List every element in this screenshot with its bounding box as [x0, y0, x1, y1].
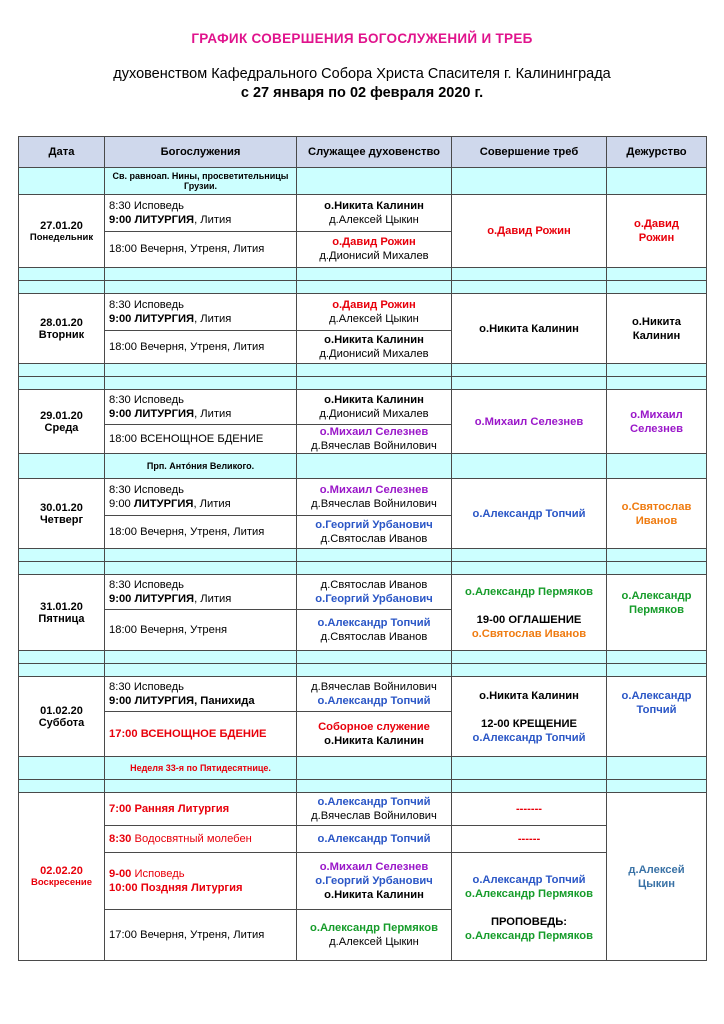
clergy-cell: о.Никита Калинин д.Дионисий Михалев — [297, 331, 452, 364]
date-cell — [19, 575, 105, 651]
weekday: Четверг — [39, 513, 84, 526]
table-row — [19, 390, 707, 425]
clergy-cell: о.Александр Топчий д.Святослав Иванов — [297, 610, 452, 651]
feast-label: Св. равноап. Нины, просветительницы Грузии. — [105, 168, 297, 195]
date-cell — [19, 677, 105, 757]
rites-cell: о.Александр Пермяков 19-00 ОГЛАШЕНИЕ о.Святослав Иванов — [452, 575, 607, 651]
service-cell: 17:00 Вечерня, Утреня, Лития — [105, 910, 297, 961]
date-value: 28.01.20 — [40, 316, 83, 329]
duty-cell: о.Александр Пермяков — [607, 575, 707, 651]
spacer-row — [19, 549, 707, 562]
spacer-row — [19, 651, 707, 664]
rites-cell: о.Никита Калинин 12-00 КРЕЩЕНИЕ о.Александр Топчий — [452, 677, 607, 757]
rites-cell: ------- — [452, 793, 607, 826]
weekday: Суббота — [38, 716, 85, 729]
service-cell: 8:30 Водосвятный молебен — [105, 826, 297, 853]
table-row — [19, 793, 707, 826]
duty-cell: о.Александр Топчий — [607, 677, 707, 757]
table-row — [19, 826, 707, 853]
duty-cell: о.Никита Калинин — [607, 294, 707, 364]
date-cell — [19, 390, 105, 454]
feast-label: Прп. Антóния Великого. — [105, 454, 297, 479]
spacer-row — [19, 562, 707, 575]
clergy-cell: о.Александр Топчий д.Вячеслав Войнилович — [297, 793, 452, 826]
service-cell: 8:30 Исповедь 9:00 ЛИТУРГИЯ, Панихида — [105, 677, 297, 712]
spacer-row — [19, 664, 707, 677]
clergy-cell: о.Давид Рожин д.Дионисий Михалев — [297, 231, 452, 268]
spacer-row — [19, 281, 707, 294]
header-row — [19, 137, 707, 168]
date-cell — [19, 479, 105, 549]
table-row — [19, 195, 707, 232]
rites-cell: о.Михаил Селезнев — [452, 390, 607, 454]
rites-cell: о.Никита Калинин — [452, 294, 607, 364]
clergy-cell: о.Михаил Селезнев о.Георгий Урбанович о.Никита Калинин — [297, 853, 452, 910]
feast-row — [19, 757, 707, 780]
service-cell: 7:00 Ранняя Литургия — [105, 793, 297, 826]
service-cell: 8:30 Исповедь 9:00 ЛИТУРГИЯ, Лития — [105, 575, 297, 610]
date-value: 31.01.20 — [40, 600, 83, 613]
service-cell: 17:00 ВСЕНОЩНОЕ БДЕНИЕ — [105, 712, 297, 757]
table-row — [19, 853, 707, 910]
col-header-clergy: Служащее духовенство — [297, 137, 452, 168]
rites-cell: ------ — [452, 826, 607, 853]
clergy-cell: о.Александр Топчий — [297, 826, 452, 853]
feast-label: Неделя 33-я по Пятидесятнице. — [105, 757, 297, 780]
clergy-cell: о.Александр Пермяков д.Алексей Цыкин — [297, 910, 452, 961]
service-cell — [105, 195, 297, 232]
spacer-row — [19, 377, 707, 390]
period-label: с 27 января по 02 февраля 2020 г. — [240, 85, 484, 101]
date-value: 30.01.20 — [40, 501, 83, 514]
clergy-cell: д.Святослав Иванов о.Георгий Урбанович — [297, 575, 452, 610]
weekday: Среда — [44, 421, 79, 434]
page-title: ГРАФИК СОВЕРШЕНИЯ БОГОСЛУЖЕНИЙ И ТРЕБ — [191, 31, 533, 46]
spacer-row — [19, 268, 707, 281]
col-header-services: Богослужения — [105, 137, 297, 168]
service-cell: 8:30 Исповедь 9:00 ЛИТУРГИЯ, Лития — [105, 390, 297, 425]
rites-cell: о.Александр Топчий — [452, 479, 607, 549]
rites-cell: о.Давид Рожин — [452, 195, 607, 268]
service-cell: 18:00 Вечерня, Утреня, Лития — [105, 331, 297, 364]
date-value: 02.02.20 — [40, 865, 83, 877]
duty-cell: д.Алексей Цыкин — [607, 793, 707, 961]
service-cell: 9-00 Исповедь 10:00 Поздняя Литургия — [105, 853, 297, 910]
table-row — [19, 575, 707, 610]
clergy-cell: д.Вячеслав Войнилович о.Александр Топчий — [297, 677, 452, 712]
service-line: 9:00 ЛИТУРГИЯ, Лития — [109, 213, 232, 226]
col-header-duty: Дежурство — [607, 137, 707, 168]
clergy-cell: о.Михаил Селезнев д.Вячеслав Войнилович — [297, 425, 452, 454]
service-cell: 8:30 Исповедь 9:00 ЛИТУРГИЯ, Лития — [105, 294, 297, 331]
service-cell: 8:30 Исповедь 9:00 ЛИТУРГИЯ, Лития — [105, 479, 297, 516]
duty-cell: о.Давид Рожин — [607, 195, 707, 268]
date-cell — [19, 294, 105, 364]
col-header-rites: Совершение треб — [452, 137, 607, 168]
duty-cell: о.Святослав Иванов — [607, 479, 707, 549]
clergy-cell: Соборное служение о.Никита Калинин — [297, 712, 452, 757]
service-cell: 18:00 ВСЕНОЩНОЕ БДЕНИЕ — [105, 425, 297, 454]
spacer-row — [19, 780, 707, 793]
clergy-cell: о.Георгий Урбанович д.Святослав Иванов — [297, 516, 452, 549]
col-header-date: Дата — [19, 137, 105, 168]
clergy-cell: о.Давид Рожин д.Алексей Цыкин — [297, 294, 452, 331]
feast-row — [19, 454, 707, 479]
clergy-cell: о.Михаил Селезнев д.Вячеслав Войнилович — [297, 479, 452, 516]
date-cell — [19, 195, 105, 268]
date-value: 01.02.20 — [40, 704, 83, 717]
clergy-cell: о.Никита Калинин д.Алексей Цыкин — [297, 195, 452, 232]
weekday: Воскресение — [31, 877, 92, 888]
service-cell: 18:00 Вечерня, Утреня, Лития — [105, 231, 297, 268]
service-cell: 18:00 Вечерня, Утреня — [105, 610, 297, 651]
date-value: 27.01.20 — [40, 219, 83, 232]
date-cell — [19, 793, 105, 961]
weekday: Понедельник — [29, 231, 94, 243]
table-row — [19, 479, 707, 516]
table-row — [19, 677, 707, 712]
schedule-table — [18, 136, 707, 961]
service-line: 8:30 Исповедь — [109, 199, 184, 212]
spacer-row — [19, 364, 707, 377]
rites-cell: о.Александр Топчий о.Александр Пермяков ПРОПОВЕДЬ: о.Александр Пермяков — [452, 853, 607, 961]
feast-row — [19, 168, 707, 195]
weekday: Вторник — [38, 328, 85, 341]
weekday: Пятница — [38, 612, 85, 625]
page-subtitle: духовенством Кафедрального Собора Христа Спасителя г. Калининграда — [113, 66, 611, 82]
duty-cell: о.Михаил Селезнев — [607, 390, 707, 454]
service-cell: 18:00 Вечерня, Утреня, Лития — [105, 516, 297, 549]
table-row — [19, 294, 707, 331]
clergy-cell: о.Никита Калинин д.Дионисий Михалев — [297, 390, 452, 425]
date-value: 29.01.20 — [40, 409, 83, 422]
